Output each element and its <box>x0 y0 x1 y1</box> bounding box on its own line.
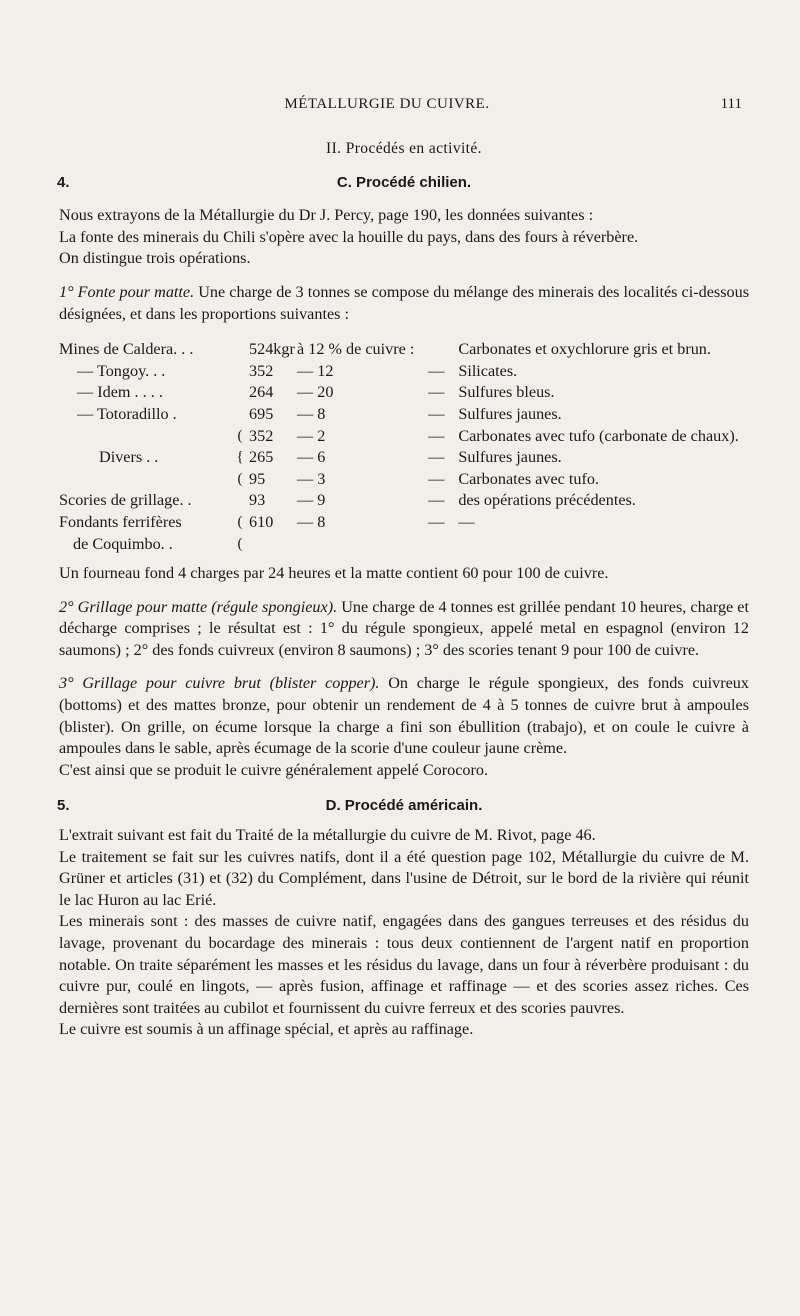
row-quantity: 93 <box>249 491 266 510</box>
row-percent: à 12 % de cuivre : <box>297 340 415 359</box>
row-percent: — 3 <box>297 469 326 488</box>
row-quantity: 695 <box>249 404 274 423</box>
row-location: Mines de Caldera. . . <box>59 340 194 359</box>
page-number: 111 <box>720 96 742 112</box>
running-header <box>0 94 800 116</box>
operation-1-title: 1° Fonte pour matte. <box>59 282 195 301</box>
row-description: Sulfures jaunes. <box>458 448 562 467</box>
row-location <box>59 469 231 491</box>
row-dash: — <box>428 448 445 467</box>
chilean-intro: Nous extrayons de la Métallurgie du Dr J. Percy, page 190, les données suivantes : <box>59 206 594 225</box>
running-title: MÉTALLURGIE DU CUIVRE. <box>284 96 490 112</box>
row-location: de Coquimbo. . <box>73 534 173 553</box>
row-brace: ( <box>237 535 243 552</box>
row-location: — Totoradillo . <box>77 404 177 423</box>
table-row <box>59 382 751 404</box>
row-brace: ( <box>237 427 243 444</box>
operation-2-title: 2° Grillage pour matte (régule spongieux). <box>59 597 338 616</box>
row-description: Carbonates et oxychlorure gris et brun. <box>458 340 711 359</box>
row-dash: — <box>428 383 445 402</box>
chilean-title: C. Procédé chilien. <box>336 173 472 191</box>
row-percent <box>297 534 414 556</box>
row-brace <box>231 361 249 383</box>
row-dash: — <box>428 491 445 510</box>
american-paragraph-1: L'extrait suivant est fait du Traité de la métallurgie du cuivre de M. Rivot, page 46. <box>59 826 596 845</box>
row-percent: — 8 <box>297 512 326 531</box>
row-brace <box>231 490 249 512</box>
row-percent: — 2 <box>297 426 326 445</box>
row-dash: — <box>428 404 445 423</box>
row-percent: — 8 <box>297 404 326 423</box>
row-description: des opérations précédentes. <box>458 491 636 510</box>
row-quantity: 524kgr <box>249 340 295 359</box>
row-dash: — <box>428 469 445 488</box>
row-description: Silicates. <box>458 361 518 380</box>
chilean-heading <box>59 172 749 194</box>
table-row <box>59 469 751 491</box>
row-location: — Idem . . . . <box>77 383 163 402</box>
row-description: — <box>458 512 475 531</box>
table-row <box>59 512 751 534</box>
row-quantity: 265 <box>249 448 274 467</box>
row-location: Divers . . <box>99 448 159 467</box>
row-location: Scories de grillage. . <box>59 491 192 510</box>
american-paragraph-2: Le traitement se fait sur les cuivres natifs, dont il a été question page 102, Métallurgie du cuivre de M. Grüner et articles (31) et (32) du Complément, dans l'usine de Détroit, sur le bord de la rivière qui réunit le lac Huron au lac Erié. <box>59 847 749 909</box>
row-brace: ( <box>237 513 243 530</box>
row-dash: — <box>428 361 445 380</box>
operation-1 <box>59 282 749 325</box>
chilean-intro-3: On distingue trois opérations. <box>59 249 251 268</box>
chilean-intro-2: La fonte des minerais du Chili s'opère avec la houille du pays, dans des fours à réverbère. <box>59 227 639 246</box>
row-percent: — 12 <box>297 361 334 380</box>
table-row <box>59 490 751 512</box>
table-row <box>59 404 751 426</box>
row-quantity <box>249 534 297 556</box>
table-row <box>59 447 751 469</box>
row-quantity: 352 <box>249 361 274 380</box>
table-row <box>59 339 751 361</box>
page-body <box>59 138 749 1041</box>
row-brace <box>231 382 249 404</box>
american-number: 5. <box>57 797 70 815</box>
row-quantity: 352 <box>249 426 274 445</box>
row-brace: { <box>236 449 244 466</box>
section-title: II. Procédés en activité. <box>326 140 482 157</box>
row-description: Carbonates avec tufo. <box>458 469 599 488</box>
operation-1-text: Une charge de 3 tonnes se compose du mélange des minerais des localités ci-dessous désignées, et dans les proportions suivantes : <box>59 282 749 323</box>
row-description: Sulfures jaunes. <box>458 404 562 423</box>
operation-3-title: 3° Grillage pour cuivre brut (blister copper). <box>59 674 380 693</box>
american-heading <box>59 795 749 817</box>
operation-2 <box>59 597 749 662</box>
row-quantity: 95 <box>249 469 266 488</box>
row-dash <box>414 534 458 556</box>
row-quantity: 264 <box>249 383 274 402</box>
operation-3 <box>59 673 749 759</box>
row-description: Sulfures bleus. <box>458 383 555 402</box>
after-table-text: Un fourneau fond 4 charges par 24 heures et la matte contient 60 pour 100 de cuivre. <box>59 564 609 583</box>
row-brace <box>231 339 249 361</box>
american-paragraph-3: Les minerais sont : des masses de cuivre natif, engagées dans des gangues terreuses et des résidus du lavage, provenant du bocardage des minerais : tous deux contiennent de l'argent natif en proportion notable. On traite séparément les masses et les résidus du lavage, dans un four à réverbère produisant : du cuivre pur, coulé en lingots, — après fusion, affinage et raffinage — et des scories assez riches. Ces dernières sont traitées au cubilot et fournissent du cuivre ferreux et des scories pauvres. <box>59 912 749 1017</box>
row-percent: — 9 <box>297 491 326 510</box>
row-dash: — <box>428 512 445 531</box>
chilean-conclusion: C'est ainsi que se produit le cuivre généralement appelé Corocoro. <box>59 760 489 779</box>
table-row <box>59 361 751 383</box>
chilean-number: 4. <box>57 173 70 191</box>
row-dash <box>414 339 458 361</box>
american-paragraph-4: Le cuivre est soumis à un affinage spécial, et après au raffinage. <box>59 1020 474 1039</box>
operation-3-text: On charge le régule spongieux, des fonds cuivreux (bottoms) et des mattes bronze, pour obtenir un rendement de 4 à 5 tonnes de cuivre brut à ampoules (blister). On grille, on écume lorsque la charge a fini son ébullition (trabajo), et on coule le cuivre à ampoules dans le sable, après écumage de la scorie d'une couleur jaune crème. <box>59 674 749 758</box>
row-description: Carbonates avec tufo (carbonate de chaux). <box>458 426 739 445</box>
row-location: Fondants ferrifères <box>59 512 182 531</box>
american-title: D. Procédé américain. <box>325 797 483 815</box>
row-quantity: 610 <box>249 512 274 531</box>
table-row <box>59 534 751 556</box>
operation-2-text: Une charge de 4 tonnes est grillée pendant 10 heures, charge et décharge comprises ; le résultat est : 1° du régule spongieux, appelé metal en espagnol (environ 12 saumons) ; 2° des fonds cuivreux (environ 8 saumons) ; 3° des scories tenant 9 pour 100 de cuivre. <box>59 597 749 659</box>
row-percent: — 20 <box>297 383 334 402</box>
row-description <box>458 534 751 556</box>
row-brace <box>231 404 249 426</box>
table-row <box>59 426 751 448</box>
row-percent: — 6 <box>297 448 326 467</box>
ore-mixture-table <box>59 339 751 555</box>
row-brace: ( <box>237 470 243 487</box>
row-location: — Tongoy. . . <box>77 361 166 380</box>
row-dash: — <box>428 426 445 445</box>
row-location <box>59 426 231 448</box>
